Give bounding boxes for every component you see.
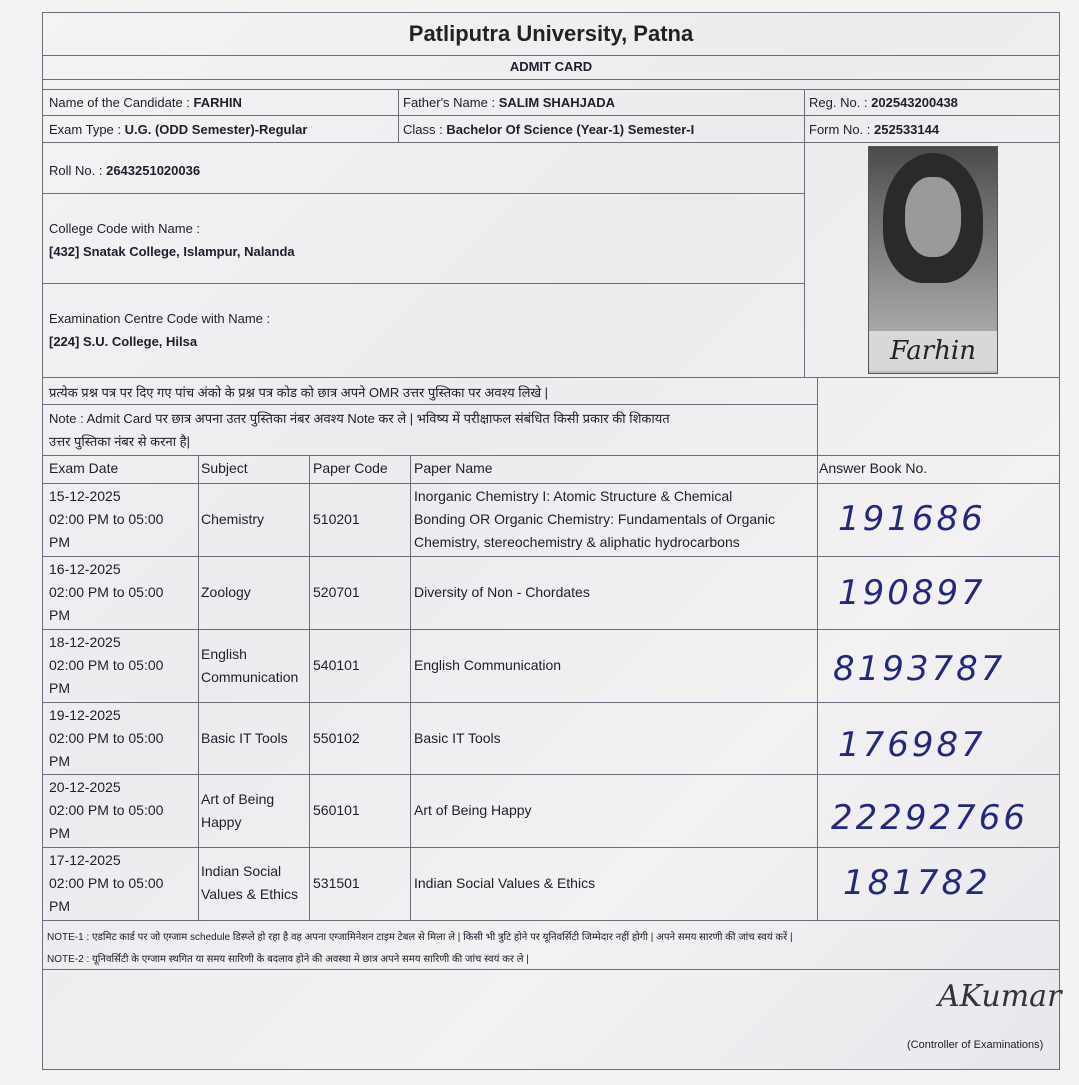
form-no-label: Form No. : <box>809 122 871 137</box>
roll-no-label: Roll No. : <box>49 163 103 178</box>
father-name-cell <box>403 95 615 110</box>
exam-time-suffix: PM <box>49 825 70 841</box>
candidate-name: FARHIN <box>193 95 242 110</box>
paper-code: 540101 <box>313 657 360 673</box>
paper-name: Basic IT Tools <box>414 730 501 746</box>
paper-code: 520701 <box>313 584 360 600</box>
class-value: Bachelor Of Science (Year-1) Semester-I <box>446 122 695 137</box>
table-row <box>49 485 163 554</box>
answer-book-no: 190897 <box>838 573 986 613</box>
table-row <box>49 631 163 700</box>
exam-time-suffix: PM <box>49 753 70 769</box>
form-no: 252533144 <box>874 122 940 137</box>
subject-line: Communication <box>201 669 299 685</box>
divider <box>43 969 1059 970</box>
divider <box>43 55 1059 56</box>
answer-book-no: 8193787 <box>833 649 1006 689</box>
father-name-label: Father's Name : <box>403 95 496 110</box>
paper-name: Diversity of Non - Chordates <box>414 584 590 600</box>
paper-name: Indian Social Values & Ethics <box>414 875 596 891</box>
paper-code: 550102 <box>313 730 360 746</box>
subject: Basic IT Tools <box>201 730 288 746</box>
candidate-name-cell <box>49 95 242 110</box>
exam-time: 02:00 PM to 05:00 <box>49 875 164 891</box>
subject: Zoology <box>201 584 251 600</box>
exam-date: 16-12-2025 <box>49 561 121 577</box>
divider <box>43 455 1059 456</box>
subject-line: Indian Social <box>201 863 282 879</box>
exam-date: 20-12-2025 <box>49 779 121 795</box>
header-subject: Subject <box>201 460 248 476</box>
father-name: SALIM SHAHJADA <box>498 95 615 110</box>
exam-date: 19-12-2025 <box>49 707 121 723</box>
roll-no: 2643251020036 <box>106 163 201 178</box>
divider <box>43 629 1059 630</box>
paper-name: Art of Being Happy <box>414 802 532 818</box>
header-answer-book: Answer Book No. <box>819 460 928 476</box>
answer-book-no: 22292766 <box>831 798 1029 838</box>
header-paper-name: Paper Name <box>414 460 493 476</box>
divider <box>43 556 1059 557</box>
controller-label: (Controller of Examinations) <box>907 1039 1044 1051</box>
divider <box>43 702 1059 703</box>
candidate-photo <box>868 146 998 374</box>
header-paper-code: Paper Code <box>313 460 388 476</box>
divider <box>817 455 818 920</box>
paper-name-line: Bonding OR Organic Chemistry: Fundamentals of Organic <box>414 511 776 527</box>
divider <box>43 404 817 405</box>
divider <box>43 89 1059 90</box>
exam-date: 18-12-2025 <box>49 634 121 650</box>
exam-time: 02:00 PM to 05:00 <box>49 657 164 673</box>
class-label: Class : <box>403 122 443 137</box>
candidate-name-label: Name of the Candidate : <box>49 95 190 110</box>
divider <box>43 115 1059 116</box>
divider <box>309 455 310 920</box>
subject-line: Values & Ethics <box>201 886 299 902</box>
note-text: Admit Card पर छात्र अपना उतर पुस्तिका नंबर अवश्य Note कर ले | भविष्य में परीक्षाफल संबंधित किसी प्रकार की शिकायत <box>86 411 670 426</box>
exam-time-suffix: PM <box>49 680 70 696</box>
divider <box>43 79 1059 80</box>
note-line-1 <box>49 409 670 427</box>
divider <box>43 774 1059 775</box>
class-cell <box>403 122 694 137</box>
table-row <box>49 849 163 918</box>
paper-name-line: Inorganic Chemistry I: Atomic Structure & Chemical <box>414 488 733 504</box>
divider <box>398 89 399 142</box>
exam-date: 15-12-2025 <box>49 488 121 504</box>
answer-book-no: 191686 <box>838 499 986 539</box>
paper-code: 531501 <box>313 875 360 891</box>
table-row <box>49 558 163 627</box>
divider <box>43 283 804 284</box>
college-name: [432] Snatak College, Islampur, Nalanda <box>49 244 295 259</box>
footer-note-1: NOTE-1 : एडमिट कार्ड पर जो एग्जाम schedule डिस्प्ले हो रहा है वह अपना एग्जामिनेशन टाइम टेबल से मिला ले | किसी भी त्रुटि होने पर यूनिवर्सिटी जिम्मेदार नहीं होगी | अपने समय सारणी की जांच स्वयं करें | <box>47 932 793 943</box>
reg-no: 202543200438 <box>871 95 958 110</box>
reg-no-label: Reg. No. : <box>809 95 868 110</box>
university-title: Patliputra University, Patna <box>408 21 694 46</box>
roll-no-cell <box>49 163 200 178</box>
divider <box>43 377 1059 378</box>
divider <box>43 847 1059 848</box>
divider <box>43 193 804 194</box>
subject-line: English <box>201 646 247 662</box>
exam-time-suffix: PM <box>49 534 70 550</box>
answer-book-no: 176987 <box>838 725 986 765</box>
footer-note-2: NOTE-2 : यूनिवर्सिटी के एग्जाम स्थगित या समय सारिणी के बदलाव होने की अवस्था मे छात्र अपने समय सारिणी की जांच स्वयं कर ले | <box>47 954 529 965</box>
admit-card-title: ADMIT CARD <box>509 59 593 74</box>
header-exam-date: Exam Date <box>49 460 119 476</box>
divider <box>804 89 805 377</box>
divider <box>43 920 1059 921</box>
exam-type-cell <box>49 122 307 137</box>
paper-name-line: Chemistry, stereochemistry & aliphatic hydrocarbons <box>414 534 740 550</box>
controller-signature: AKumar <box>938 979 1062 1014</box>
college-label: College Code with Name : <box>49 221 201 236</box>
paper-code: 560101 <box>313 802 360 818</box>
centre-name: [224] S.U. College, Hilsa <box>49 334 198 349</box>
paper-code: 510201 <box>313 511 360 527</box>
subject <box>201 788 274 834</box>
exam-time: 02:00 PM to 05:00 <box>49 730 164 746</box>
answer-book-no: 181782 <box>843 863 991 903</box>
photo-signature: Farhin <box>869 331 997 371</box>
form-no-cell <box>809 122 939 137</box>
exam-type-label: Exam Type : <box>49 122 122 137</box>
exam-time-suffix: PM <box>49 607 70 623</box>
centre-label: Examination Centre Code with Name : <box>49 311 271 326</box>
divider <box>43 483 1059 484</box>
exam-type: U.G. (ODD Semester)-Regular <box>124 122 308 137</box>
exam-time: 02:00 PM to 05:00 <box>49 584 164 600</box>
subject-line: Art of Being <box>201 791 275 807</box>
photo-face <box>905 177 961 257</box>
note-label: Note : <box>49 411 84 426</box>
note-line-2: उत्तर पुस्तिका नंबर से करना है| <box>49 434 190 449</box>
subject <box>201 643 298 689</box>
instruction-line: प्रत्येक प्रश्न पत्र पर दिए गए पांच अंको के प्रश्न पत्र कोड को छात्र अपने OMR उत्तर पुस्तिका पर अवश्य लिखे | <box>49 385 549 400</box>
exam-time: 02:00 PM to 05:00 <box>49 802 164 818</box>
table-row <box>49 704 163 773</box>
paper-name <box>414 485 775 554</box>
paper-name: English Communication <box>414 657 562 673</box>
exam-time: 02:00 PM to 05:00 <box>49 511 164 527</box>
divider <box>817 377 818 455</box>
subject: Chemistry <box>201 511 265 527</box>
divider <box>410 455 411 920</box>
exam-time-suffix: PM <box>49 898 70 914</box>
reg-no-cell <box>809 95 958 110</box>
divider <box>198 455 199 920</box>
exam-date: 17-12-2025 <box>49 852 121 868</box>
subject <box>201 860 298 906</box>
subject-line: Happy <box>201 814 242 830</box>
divider <box>43 142 1059 143</box>
admit-card-sheet <box>42 12 1060 1070</box>
table-row <box>49 776 163 845</box>
